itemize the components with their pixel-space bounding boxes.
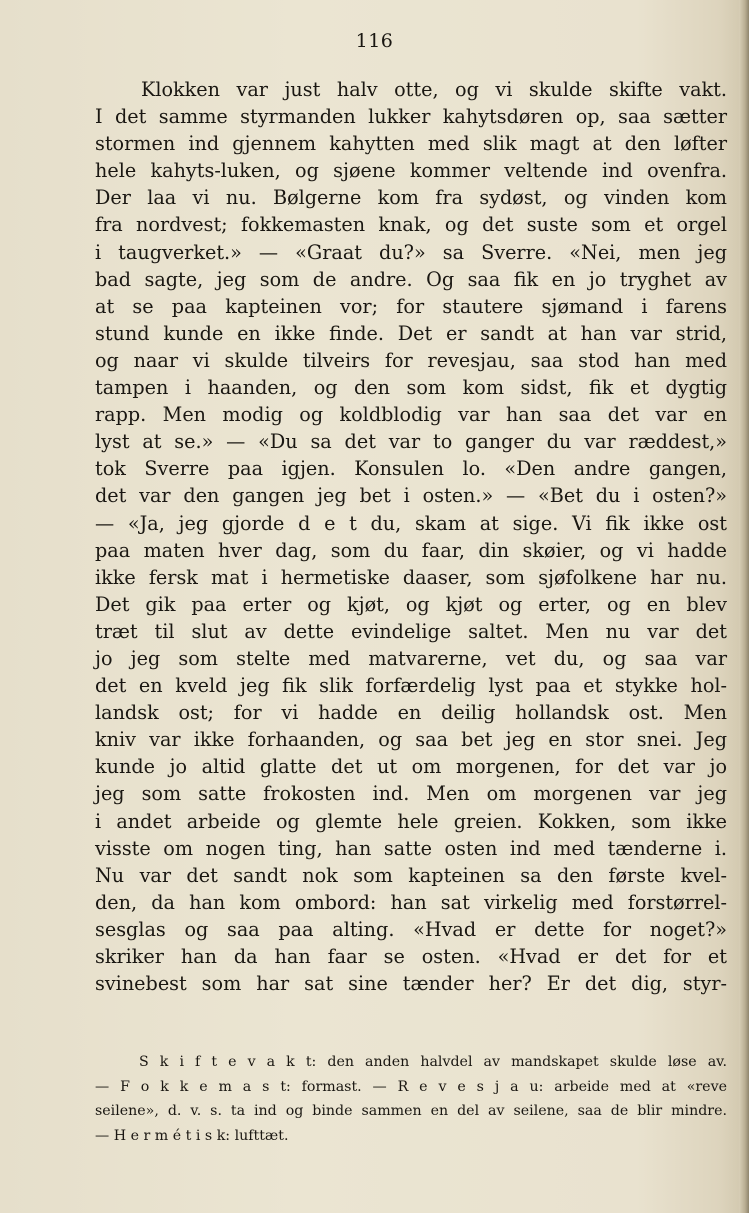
body-line: fra nordvest; fokkemasten knak, og det suste som et orgel <box>95 213 727 237</box>
body-line: den, da han kom ombord: han sat virkelig med forstørrel- <box>95 890 727 914</box>
body-line: kunde jo altid glatte det ut om morgenen, for det var jo <box>95 755 727 779</box>
body-line: i andet arbeide og glemte hele greien. Kokken, som ikke <box>95 809 727 833</box>
body-line: Det gik paa erter og kjøt, og kjøt og erter, og en blev <box>95 592 727 616</box>
body-line: — «Ja, jeg gjorde d e t du, skam at sige. Vi fik ikke ost <box>95 511 727 535</box>
body-line: træt til slut av dette evindelige saltet. Men nu var det <box>95 619 727 643</box>
body-line: og naar vi skulde tilveirs for revesjau, saa stod han med <box>95 348 727 372</box>
page-edge-shadow <box>739 0 749 1213</box>
footnotes <box>95 1050 727 1148</box>
body-line: paa maten hver dag, som du faar, din skøier, og vi hadde <box>95 538 727 562</box>
body-line: tok Sverre paa igjen. Konsulen lo. «Den andre gangen, <box>95 457 727 481</box>
body-line: I det samme styrmanden lukker kahytsdøren op, saa sætter <box>95 105 727 129</box>
footnote-line: S k i f t e v a k t: den anden halvdel av mandskapet skulde løse av. <box>139 1054 727 1070</box>
body-line: at se paa kapteinen vor; for stautere sjømand i farens <box>95 294 727 318</box>
body-line: det var den gangen jeg bet i osten.» — «Bet du i osten?» <box>95 484 727 508</box>
body-line: Der laa vi nu. Bølgerne kom fra sydøst, og vinden kom <box>95 186 727 210</box>
body-line: det en kveld jeg fik slik forfærdelig lyst paa et stykke hol- <box>95 674 727 698</box>
body-line: svinebest som har sat sine tænder her? Er det dig, styr- <box>95 972 727 996</box>
body-text <box>95 76 727 997</box>
body-line: Nu var det sandt nok som kapteinen sa den første kvel- <box>95 863 727 887</box>
body-line: tampen i haanden, og den som kom sidst, fik et dygtig <box>95 376 727 400</box>
body-line: hele kahyts-luken, og sjøene kommer veltende ind ovenfra. <box>95 159 727 183</box>
page-number: 116 <box>355 30 394 52</box>
body-line: landsk ost; for vi hadde en deilig hollandsk ost. Men <box>95 701 727 725</box>
body-line: jeg som satte frokosten ind. Men om morgenen var jeg <box>95 782 727 806</box>
body-line: visste om nogen ting, han satte osten ind med tænderne i. <box>95 836 727 860</box>
body-line: Klokken var just halv otte, og vi skulde skifte vakt. <box>141 78 727 101</box>
body-line: bad sagte, jeg som de andre. Og saa fik en jo tryghet av <box>95 267 727 291</box>
body-line: jo jeg som stelte med matvarerne, vet du, og saa var <box>95 646 727 670</box>
footnote-line: — H e r m é t i s k: lufttæt. <box>95 1127 289 1144</box>
body-line: lyst at se.» — «Du sa det var to ganger du var ræddest,» <box>95 430 727 454</box>
body-line: stormen ind gjennem kahytten med slik magt at den løfter <box>95 132 727 156</box>
body-line: kniv var ikke forhaanden, og saa bet jeg en stor snei. Jeg <box>95 728 727 752</box>
footnote-line: seilene», d. v. s. ta ind og binde sammen en del av seilene, saa de blir mindre. <box>95 1103 727 1119</box>
footnote-line: — F o k k e m a s t: formast. — R e v e s j a u: arbeide med at «reve <box>95 1078 727 1095</box>
body-line: rapp. Men modig og koldblodig var han saa det var en <box>95 403 727 427</box>
body-line: skriker han da han faar se osten. «Hvad er det for et <box>95 945 727 968</box>
body-line: stund kunde en ikke finde. Det er sandt at han var strid, <box>95 321 727 345</box>
body-line: i taugverket.» — «Graat du?» sa Sverre. «Nei, men jeg <box>95 240 727 264</box>
body-line: sesglas og saa paa alting. «Hvad er dette for noget?» <box>95 917 727 941</box>
body-line: ikke fersk mat i hermetiske daaser, som sjøfolkene har nu. <box>95 565 727 589</box>
